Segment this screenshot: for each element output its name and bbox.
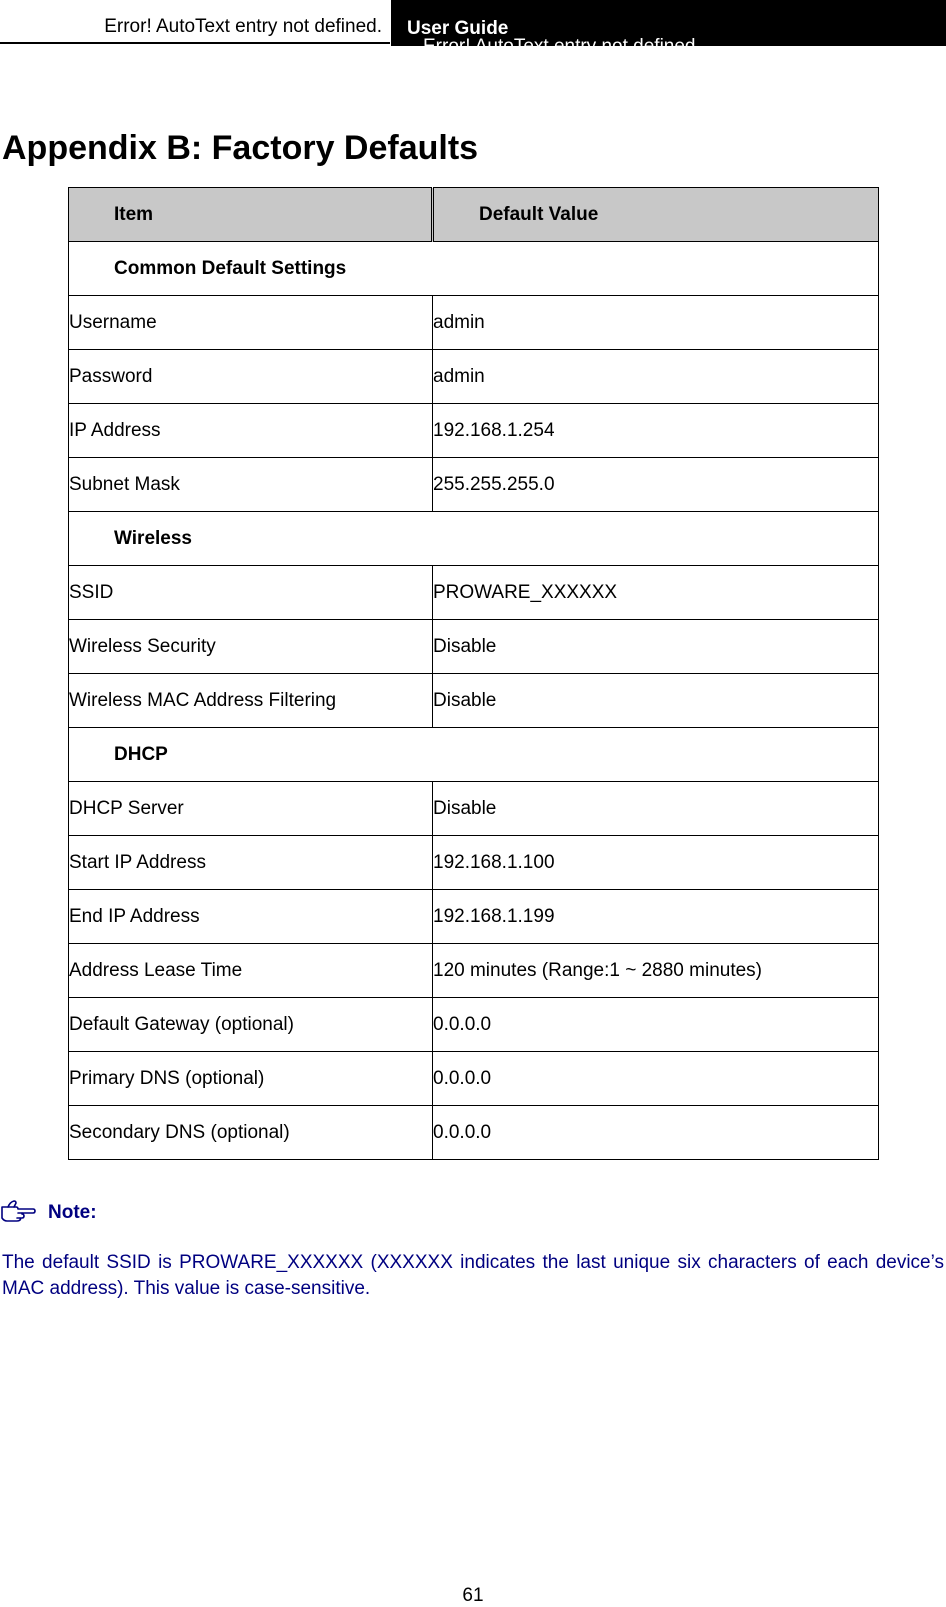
column-header-item: Item	[69, 188, 433, 242]
item-cell: Username	[69, 296, 433, 350]
default-value-cell: 192.168.1.199	[433, 890, 879, 944]
page-title: Appendix B: Factory Defaults	[2, 129, 479, 167]
default-value-cell: 192.168.1.254	[433, 404, 879, 458]
table-row	[69, 458, 879, 512]
item-cell: SSID	[69, 566, 433, 620]
item-cell: IP Address	[69, 404, 433, 458]
default-value-cell: 192.168.1.100	[433, 836, 879, 890]
default-value-cell: PROWARE_XXXXXX	[433, 566, 879, 620]
item-cell: Wireless MAC Address Filtering	[69, 674, 433, 728]
default-value-cell: 255.255.255.0	[433, 458, 879, 512]
default-value-cell: 0.0.0.0	[433, 1106, 879, 1160]
header-right-text	[407, 18, 701, 57]
section-row	[69, 242, 879, 296]
default-value-cell: Disable	[433, 620, 879, 674]
item-cell: Password	[69, 350, 433, 404]
table-row	[69, 296, 879, 350]
table-row	[69, 998, 879, 1052]
table-row	[69, 890, 879, 944]
item-cell: Primary DNS (optional)	[69, 1052, 433, 1106]
header-right-error: Error! AutoText entry not defined.	[423, 36, 701, 57]
header-left-text: Error! AutoText entry not defined.	[104, 16, 382, 37]
item-cell: Default Gateway (optional)	[69, 998, 433, 1052]
table-row	[69, 944, 879, 998]
item-cell: End IP Address	[69, 890, 433, 944]
default-value-cell: admin	[433, 296, 879, 350]
table-row	[69, 674, 879, 728]
table-header-row	[69, 188, 879, 242]
item-cell: Address Lease Time	[69, 944, 433, 998]
section-row	[69, 728, 879, 782]
section-title: DHCP	[69, 728, 879, 782]
section-title: Common Default Settings	[69, 242, 879, 296]
table-row	[69, 782, 879, 836]
header-left-cell	[0, 0, 390, 44]
table-row	[69, 566, 879, 620]
section-title: Wireless	[69, 512, 879, 566]
page-number: 61	[462, 1585, 484, 1606]
page-header	[0, 0, 946, 57]
table-row	[69, 404, 879, 458]
factory-defaults-table	[68, 187, 879, 1160]
default-value-cell: Disable	[433, 674, 879, 728]
default-value-cell: 0.0.0.0	[433, 1052, 879, 1106]
header-user-guide: User Guide	[407, 18, 509, 39]
section-row	[69, 512, 879, 566]
default-value-cell: admin	[433, 350, 879, 404]
item-cell: Start IP Address	[69, 836, 433, 890]
header-right-cell	[391, 0, 946, 57]
table-row	[69, 836, 879, 890]
note-label-text: Note:	[48, 1202, 97, 1223]
default-value-cell: 120 minutes (Range:1 ~ 2880 minutes)	[433, 944, 879, 998]
note-text: The default SSID is PROWARE_XXXXXX (XXXXXX indicates the last unique six characters of each device’s MAC address). This value is case-sensitive.	[2, 1252, 944, 1299]
table-row	[69, 620, 879, 674]
item-cell: DHCP Server	[69, 782, 433, 836]
pointing-hand-icon	[0, 1198, 36, 1222]
column-header-default-value: Default Value	[433, 188, 879, 242]
table-body	[69, 242, 879, 1160]
default-value-cell: 0.0.0.0	[433, 998, 879, 1052]
table-row	[69, 1106, 879, 1160]
table-row	[69, 350, 879, 404]
item-cell: Secondary DNS (optional)	[69, 1106, 433, 1160]
table-row	[69, 1052, 879, 1106]
default-value-cell: Disable	[433, 782, 879, 836]
item-cell: Subnet Mask	[69, 458, 433, 512]
item-cell: Wireless Security	[69, 620, 433, 674]
